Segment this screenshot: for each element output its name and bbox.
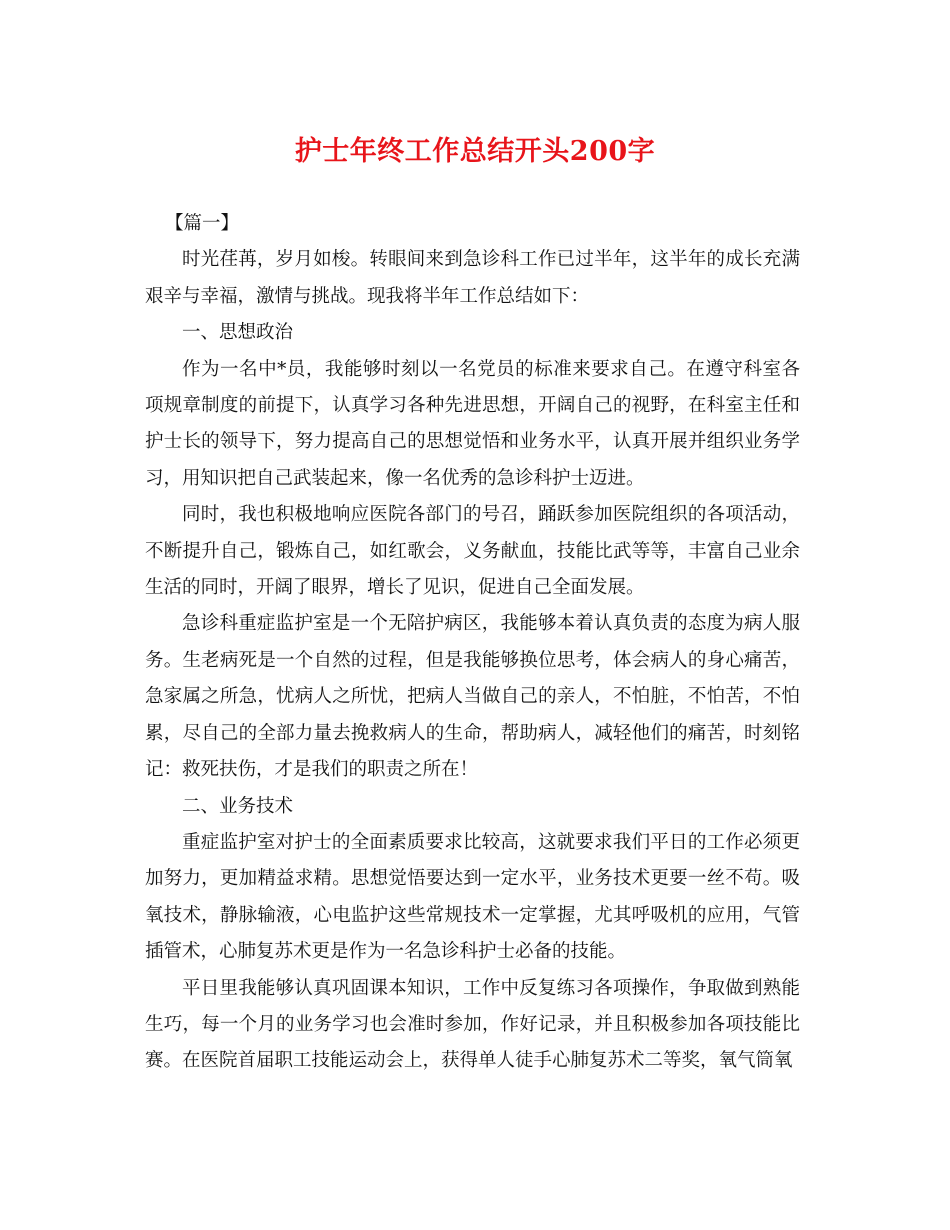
paragraph: 重症监护室对护士的全面素质要求比较高，这就要求我们平日的工作必须更加努力，更加精益求精。思想觉悟要达到一定水平，业务技术更要一丝不苟。吸氧技术，静脉输液，心电监护这些常规技术一定掌握，尤其呼吸机的应用，气管插管术，心肺复苏术更是作为一名急诊科护士必备的技能。 <box>145 831 800 963</box>
paragraph: 作为一名中*员，我能够时刻以一名党员的标准来要求自己。在遵守科室各项规章制度的前提下，认真学习各种先进思想，开阔自己的视野，在科室主任和护士长的领导下，努力提高自己的思想觉悟和业务水平，认真开展并组织业务学习，用知识把自己武装起来，像一名优秀的急诊科护士迈进。 <box>145 358 800 489</box>
document-title: 护士年终工作总结开头200字 <box>294 136 656 167</box>
subheading: 二、业务技术 <box>182 795 294 817</box>
paragraph: 时光荏苒，岁月如梭。转眼间来到急诊科工作已过半年，这半年的成长充满艰辛与幸福，激情与挑战。现我将半年工作总结如下： <box>145 249 800 307</box>
paragraph: 平日里我能够认真巩固课本知识，工作中反复练习各项操作，争取做到熟能生巧，每一个月的业务学习也会准时参加，作好记录，并且积极参加各项技能比赛。在医院首届职工技能运动会上，获得单人徒手心肺复苏术二等奖，氧气筒氧 <box>145 977 800 1072</box>
section-heading: 【篇一】 <box>165 213 240 234</box>
subheading: 一、思想政治 <box>182 322 294 344</box>
paragraph: 急诊科重症监护室是一个无陪护病区，我能够本着认真负责的态度为病人服务。生老病死是一个自然的过程，但是我能够换位思考，体会病人的身心痛苦，急家属之所急，忧病人之所忧，把病人当做自己的亲人，不怕脏，不怕苦，不怕累，尽自己的全部力量去挽救病人的生命，帮助病人，减轻他们的痛苦，时刻铭记：救死扶伤，才是我们的职责之所在！ <box>145 613 800 781</box>
document-body <box>145 206 800 1080</box>
paragraph: 同时，我也积极地响应医院各部门的号召，踊跃参加医院组织的各项活动，不断提升自己，锻炼自己，如红歌会，义务献血，技能比武等等，丰富自己业余生活的同时，开阔了眼界，增长了见识，促进自己全面发展。 <box>145 504 800 599</box>
